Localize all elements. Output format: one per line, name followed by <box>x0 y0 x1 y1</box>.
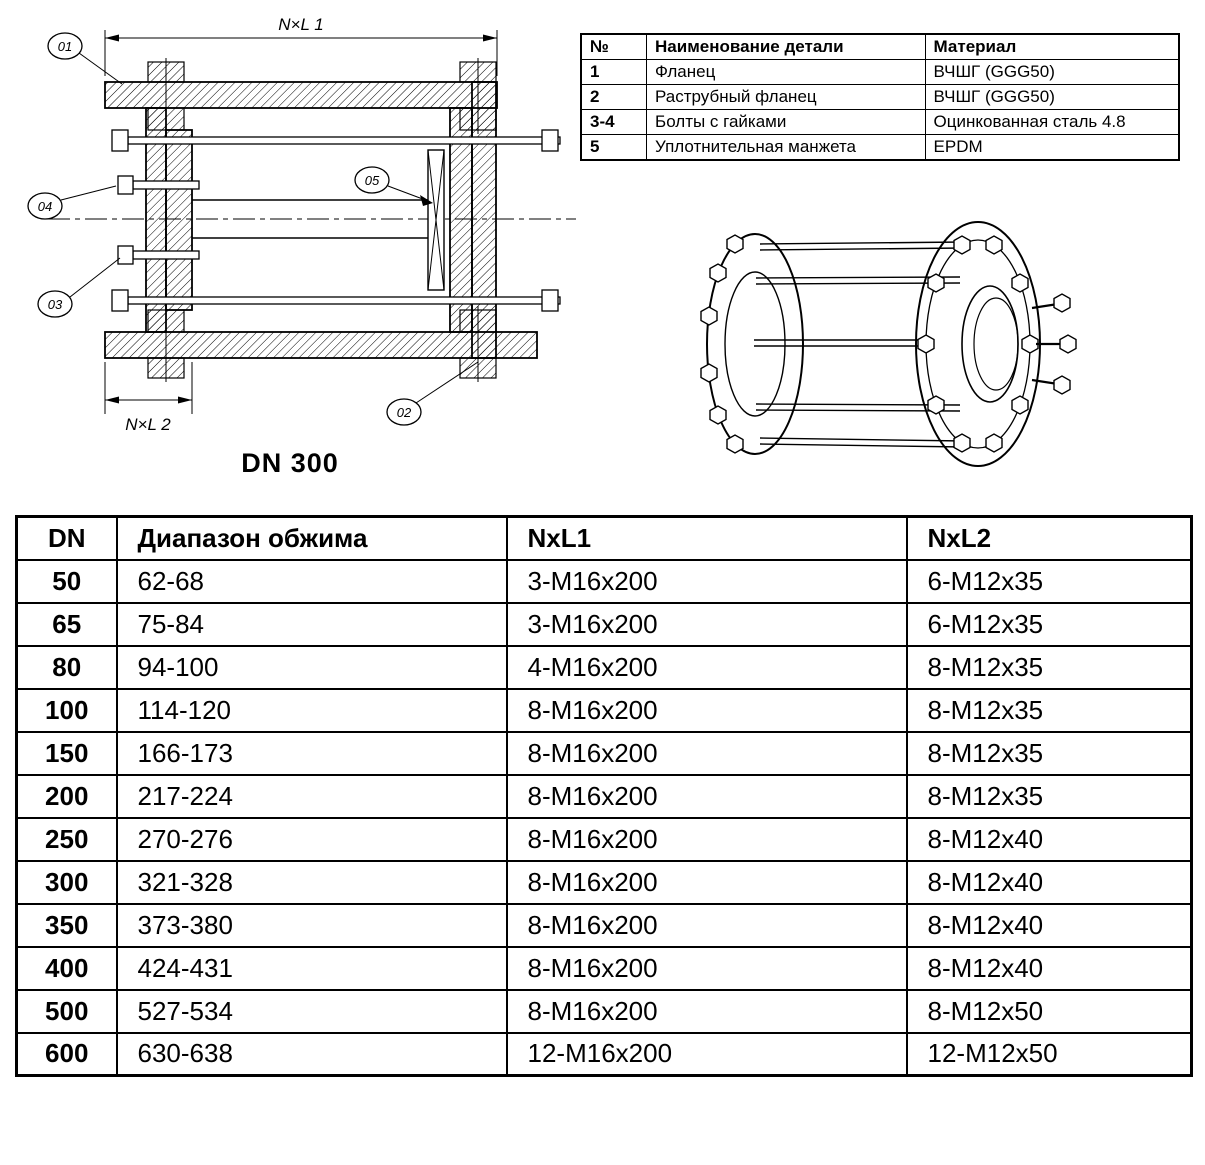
table-cell: 94-100 <box>117 646 507 689</box>
table-cell: ВЧШГ (GGG50) <box>925 60 1179 85</box>
table-cell: 8-M12x40 <box>907 947 1192 990</box>
section-drawing <box>20 0 580 480</box>
balloon-03 <box>38 258 120 317</box>
table-cell: Болты с гайками <box>647 110 926 135</box>
size-table-body <box>17 560 1192 1076</box>
table-cell: 8-M16x200 <box>507 732 907 775</box>
balloon-01 <box>48 33 122 84</box>
size-header-nxl1: NxL1 <box>507 517 907 560</box>
table-cell: 270-276 <box>117 818 507 861</box>
balloon-02 <box>387 362 478 425</box>
table-row <box>17 732 1192 775</box>
table-cell: 65 <box>17 603 117 646</box>
table-cell: 8-M12x35 <box>907 732 1192 775</box>
drawing-caption: DN 300 <box>241 448 339 478</box>
table-cell: 8-M12x40 <box>907 861 1192 904</box>
table-cell: 400 <box>17 947 117 990</box>
table-cell: 630-638 <box>117 1033 507 1076</box>
balloon-label-05: 05 <box>364 173 380 188</box>
table-cell: 6-M12x35 <box>907 603 1192 646</box>
table-row <box>581 60 1179 85</box>
table-row <box>581 110 1179 135</box>
table-cell: 527-534 <box>117 990 507 1033</box>
table-cell: 350 <box>17 904 117 947</box>
table-cell: 8-M12x40 <box>907 904 1192 947</box>
table-cell: 114-120 <box>117 689 507 732</box>
table-cell: EPDM <box>925 135 1179 161</box>
table-row <box>17 947 1192 990</box>
table-cell: 8-M12x40 <box>907 818 1192 861</box>
table-cell: 8-M16x200 <box>507 990 907 1033</box>
bolt-stubs <box>1032 304 1064 384</box>
balloon-04 <box>28 186 116 219</box>
size-header-range: Диапазон обжима <box>117 517 507 560</box>
table-cell: 8-M16x200 <box>507 818 907 861</box>
table-cell: 8-M16x200 <box>507 861 907 904</box>
size-header-dn: DN <box>17 517 117 560</box>
table-cell: 150 <box>17 732 117 775</box>
table-row <box>17 689 1192 732</box>
dim-label-nxl2: N×L 2 <box>125 415 171 434</box>
table-cell: 3-4 <box>581 110 647 135</box>
parts-header-material: Материал <box>925 34 1179 60</box>
flange-right <box>450 82 496 358</box>
table-cell: 2 <box>581 85 647 110</box>
table-cell: 600 <box>17 1033 117 1076</box>
table-cell: 166-173 <box>117 732 507 775</box>
table-cell: 3-M16x200 <box>507 603 907 646</box>
table-cell: 3-M16x200 <box>507 560 907 603</box>
table-row <box>17 861 1192 904</box>
table-cell: 424-431 <box>117 947 507 990</box>
table-cell: 373-380 <box>117 904 507 947</box>
size-table <box>15 515 1193 1077</box>
parts-table <box>580 33 1180 161</box>
table-cell: Уплотнительная манжета <box>647 135 926 161</box>
table-cell: 8-M16x200 <box>507 947 907 990</box>
table-cell: 5 <box>581 135 647 161</box>
table-row <box>17 646 1192 689</box>
dim-label-nxl1: N×L 1 <box>278 15 324 34</box>
table-row <box>17 1033 1192 1076</box>
balloon-label-03: 03 <box>47 297 63 312</box>
table-row <box>17 904 1192 947</box>
table-cell: 4-M16x200 <box>507 646 907 689</box>
table-cell: 8-M12x35 <box>907 646 1192 689</box>
table-cell: 8-M16x200 <box>507 689 907 732</box>
table-cell: ВЧШГ (GGG50) <box>925 85 1179 110</box>
table-row <box>17 603 1192 646</box>
table-cell: 250 <box>17 818 117 861</box>
table-cell: 321-328 <box>117 861 507 904</box>
balloon-label-02: 02 <box>396 405 412 420</box>
table-cell: Фланец <box>647 60 926 85</box>
table-cell: 8-M16x200 <box>507 904 907 947</box>
table-cell: 62-68 <box>117 560 507 603</box>
table-row <box>17 990 1192 1033</box>
table-cell: 1 <box>581 60 647 85</box>
table-row <box>581 85 1179 110</box>
table-row <box>581 135 1179 161</box>
table-cell: Раструбный фланец <box>647 85 926 110</box>
size-header-nxl2: NxL2 <box>907 517 1192 560</box>
parts-header-num: № <box>581 34 647 60</box>
table-cell: 200 <box>17 775 117 818</box>
table-cell: 100 <box>17 689 117 732</box>
seal-sleeve <box>428 150 444 290</box>
parts-table-body <box>581 60 1179 161</box>
balloon-label-01: 01 <box>57 39 73 54</box>
table-row <box>17 818 1192 861</box>
table-cell: 500 <box>17 990 117 1033</box>
table-row <box>17 560 1192 603</box>
parts-header-name: Наименование детали <box>647 34 926 60</box>
table-cell: 8-M12x35 <box>907 689 1192 732</box>
table-cell: Оцинкованная сталь 4.8 <box>925 110 1179 135</box>
iso-drawing <box>660 208 1090 483</box>
table-cell: 50 <box>17 560 117 603</box>
table-cell: 75-84 <box>117 603 507 646</box>
table-cell: 12-M12x50 <box>907 1033 1192 1076</box>
table-cell: 8-M12x35 <box>907 775 1192 818</box>
table-cell: 6-M12x35 <box>907 560 1192 603</box>
table-cell: 300 <box>17 861 117 904</box>
table-row <box>17 775 1192 818</box>
parts-header-row <box>581 34 1179 60</box>
table-cell: 217-224 <box>117 775 507 818</box>
table-cell: 80 <box>17 646 117 689</box>
table-cell: 8-M16x200 <box>507 775 907 818</box>
balloon-label-04: 04 <box>37 199 53 214</box>
table-cell: 12-M16x200 <box>507 1033 907 1076</box>
size-header-row <box>17 517 1192 560</box>
bolt-nuts-right <box>918 236 1038 452</box>
table-cell: 8-M12x50 <box>907 990 1192 1033</box>
